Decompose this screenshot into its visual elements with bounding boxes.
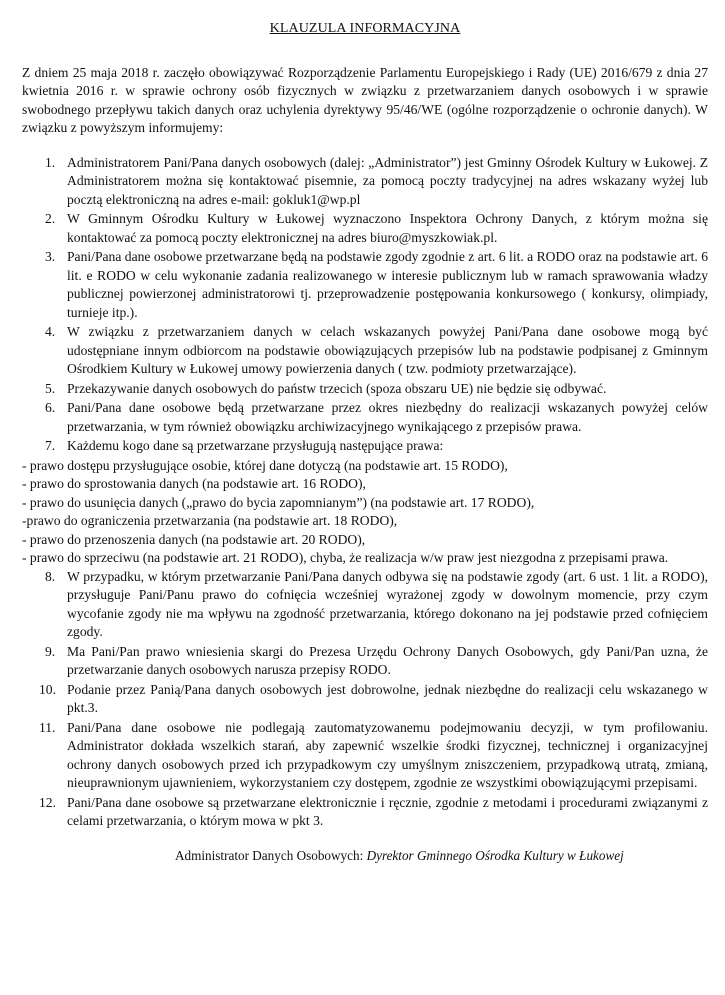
clause-list-continued	[22, 568, 708, 831]
item-text: W przypadku, w którym przetwarzanie Pani/Pana danych odbywa się na podstawie zgody (art. 6 ust. 1 lit. a RODO), przysługuje Pani/Panu prawo do cofnięcia wcześniej wyrażonej zgody w dowolnym momencie, przy czym wycofanie zgody nie ma wpływu na zgodność przetwarzania, którego dokonano na jej podstawie przed cofnięciem zgody.	[67, 568, 708, 639]
signature-line	[22, 847, 708, 866]
item-number: 12.	[39, 794, 56, 810]
item-text: Administratorem Pani/Pana danych osobowych (dalej: „Administrator”) jest Gminny Ośrodek Kultury w Łukowej. Z Administratorem można się kontaktować pisemnie, za pomocą poczty tradycyjnej na adres wskazany wyżej lub pocztą elektroniczną na adres e-mail: gokluk1@wp.pl	[67, 154, 708, 207]
item-text: W Gminnym Ośrodku Kultury w Łukowej wyznaczono Inspektora Ochrony Danych, z którym można się kontaktować za pomocą poczty elektronicznej na adres biuro@myszkowiak.pl.	[67, 211, 708, 245]
list-item	[22, 794, 708, 831]
intro-paragraph: Z dniem 25 maja 2018 r. zaczęło obowiązywać Rozporządzenie Parlamentu Europejskiego i Rady (UE) 2016/679 z dnia 27 kwietnia 2016 r. w sprawie ochrony osób fizycznych w związku z przetwarzaniem danych osobowych i w sprawie swobodnego przepływu takich danych oraz uchylenia dyrektywy 95/46/WE (ogólne rozporządzenie o ochronie danych). W związku z powyższym informujemy:	[22, 64, 708, 135]
item-number: 6.	[45, 400, 56, 415]
signature-label: Administrator Danych Osobowych:	[175, 847, 367, 863]
item-text: Pani/Pana dane osobowe przetwarzane będą na podstawie zgody zgodnie z art. 6 lit. a RODO oraz na podstawie art. 6 lit. e RODO w celu wykonanie zadania realizowanego w interesie publicznym lub w ramach sprawowania władzy publicznej powierzonej administratorowi tj. przeprowadzenie postępowania konkursowego ( konkursy, olimpiady, turnieje itp.).	[67, 249, 708, 320]
item-number: 1.	[45, 154, 56, 170]
list-item	[22, 568, 708, 642]
item-text: Pani/Pana dane osobowe są przetwarzane elektronicznie i ręcznie, zgodnie z metodami i procedurami związanymi z celami przetwarzania, o którym mowa w pkt 3.	[67, 794, 708, 828]
item-number: 7.	[45, 438, 56, 453]
list-item	[22, 380, 708, 399]
list-item	[22, 437, 708, 456]
right-item: - prawo dostępu przysługujące osobie, której dane dotyczą (na podstawie art. 15 RODO),	[22, 457, 508, 473]
item-text: Ma Pani/Pan prawo wniesienia skargi do Prezesa Urzędu Ochrony Danych Osobowych, gdy Pani/Pan uzna, że przetwarzanie danych osobowych narusza przepisy RODO.	[67, 643, 708, 677]
rights-list	[22, 457, 708, 568]
item-number: 4.	[45, 324, 56, 339]
item-text: Podanie przez Panią/Pana danych osobowych jest dobrowolne, jednak niezbędne do realizacji celu wskazanego w pkt.3.	[67, 681, 708, 715]
item-number: 10.	[39, 681, 56, 697]
document-page	[22, 20, 708, 865]
item-text: Każdemu kogo dane są przetwarzane przysługują następujące prawa:	[67, 438, 444, 453]
list-item	[22, 210, 708, 247]
item-number: 11.	[39, 719, 56, 735]
list-item	[22, 248, 708, 322]
right-item: - prawo do przenoszenia danych (na podstawie art. 20 RODO),	[22, 531, 366, 547]
list-item	[22, 643, 708, 680]
right-item: - prawo do sprzeciwu (na podstawie art. 21 RODO), chyba, że realizacja w/w praw jest niezgodna z przepisami prawa.	[22, 550, 669, 565]
item-number: 3.	[45, 249, 56, 264]
document-title: KLAUZULA INFORMACYJNA	[269, 21, 461, 36]
right-item: - prawo do usunięcia danych („prawo do bycia zapomnianym”) (na podstawie art. 17 RODO),	[22, 494, 535, 510]
list-item	[22, 681, 708, 718]
right-item: -prawo do ograniczenia przetwarzania (na podstawie art. 18 RODO),	[22, 513, 398, 528]
list-item	[22, 154, 708, 210]
item-number: 2.	[45, 211, 56, 226]
right-item: - prawo do sprostowania danych (na podstawie art. 16 RODO),	[22, 476, 366, 491]
item-text: Przekazywanie danych osobowych do państw trzecich (spoza obszaru UE) nie będzie się odbywać.	[67, 380, 607, 396]
list-item	[22, 719, 708, 793]
item-text: W związku z przetwarzaniem danych w celach wskazanych powyżej Pani/Pana dane osobowe mogą być udostępniane innym odbiorcom na podstawie obowiązujących przepisów lub na podstawie podpisanej z Gminnym Ośrodkiem Kultury w Łukowej umowy powierzenia danych ( tzw. podmioty przetwarzające).	[67, 324, 708, 376]
list-item	[22, 399, 708, 436]
item-number: 5.	[45, 380, 56, 396]
signature-role: Dyrektor Gminnego Ośrodka Kultury w Łukowej	[366, 847, 624, 863]
list-item	[22, 323, 708, 379]
item-number: 9.	[45, 643, 56, 659]
item-text: Pani/Pana dane osobowe nie podlegają zautomatyzowanemu podejmowaniu decyzji, w tym profilowaniu. Administrator dokłada wszelkich starań, aby zapewnić wszelkie środki fizycznej, technicznej i organizacyjnej ochrony danych osobowych przed ich przypadkowym czy umyślnym zniszczeniem, przypadkową utratą, zmianą, nieuprawnionym ujawnieniem, wykorzystaniem czy dostępem, zgodnie ze wszystkimi obowiązującymi przepisami.	[67, 719, 708, 790]
clause-list	[22, 154, 708, 456]
item-text: Pani/Pana dane osobowe będą przetwarzane przez okres niezbędny do realizacji wskazanych powyżej celów przetwarzania, w tym również obowiązku archiwizacyjnego wynikającego z przepisów prawa.	[67, 400, 708, 434]
item-number: 8.	[45, 568, 56, 584]
